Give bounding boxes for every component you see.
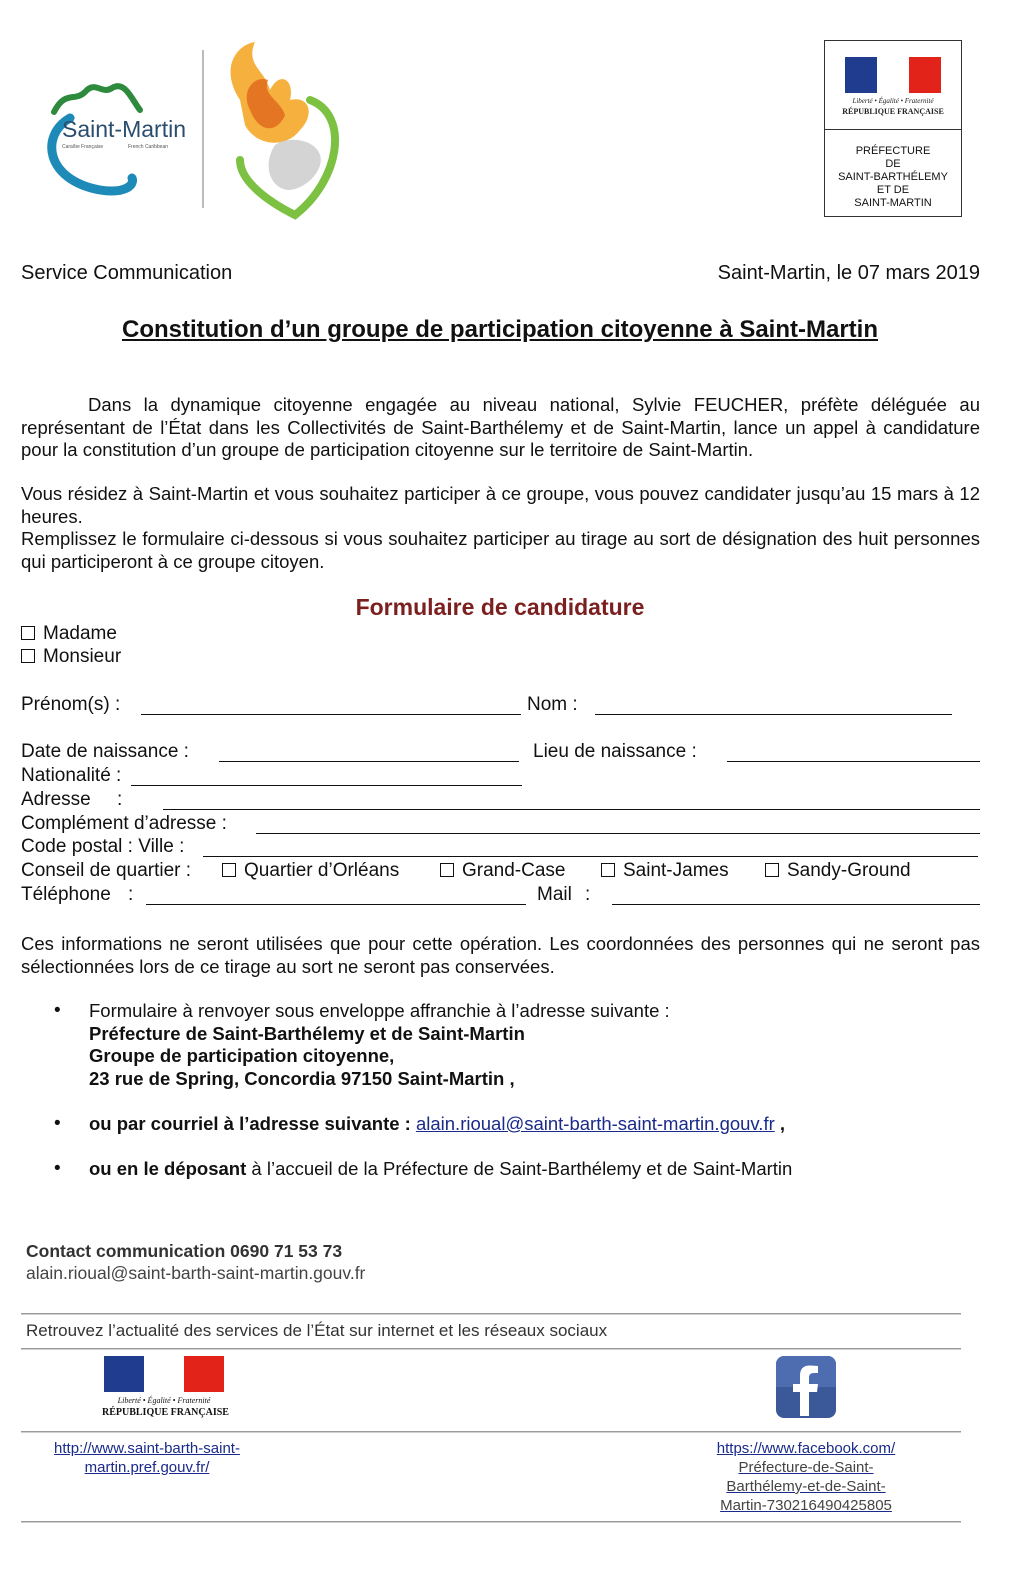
prefecture-motto: Liberté • Égalité • Fraternité [852,97,934,105]
postal-address: 23 rue de Spring, Concordia 97150 Saint-Martin , [89,1067,515,1089]
email-instructions-label: ou par courriel à l’adresse suivante : [89,1113,411,1134]
bullet-icon: • [54,1000,61,1021]
prefecture-republic: RÉPUBLIQUE FRANÇAISE [842,107,944,116]
quartier-orleans-label: Quartier d’Orléans [244,860,400,881]
prefecture-line: ET DE [876,184,910,196]
nationalite-field[interactable] [131,785,522,786]
conseil-label: Conseil de quartier : [21,860,192,881]
flag-red [184,1356,224,1392]
nationalite-label: Nationalité : [21,765,122,786]
postal-instructions [89,1000,670,1090]
postal-recipient: Préfecture de Saint-Barthélemy et de Saint-Martin [89,1022,525,1044]
contact-email: alain.rioual@saint-barth-saint-martin.gouv.fr [26,1263,366,1283]
facebook-page-link[interactable] [696,1439,916,1515]
contact-email-link[interactable]: alain.rioual@saint-barth-saint-martin.gouv.fr [415,1113,775,1134]
telephone-field[interactable] [146,904,526,905]
flag-white [144,1356,184,1392]
prefecture-logo [825,41,961,130]
complement-field[interactable] [256,833,980,834]
saint-martin-logo-sub-left: Caraïbe Française [62,144,104,150]
email-instructions-tail: , [779,1113,786,1134]
lieu-naissance-field[interactable] [727,761,980,762]
telephone-colon: : [128,884,134,905]
facebook-link-line: https://www.facebook.com/ [716,1440,896,1457]
code-postal-field[interactable] [203,856,978,857]
footer-banner: Retrouvez l’actualité des services de l’État sur internet et les réseaux sociaux [26,1321,608,1340]
page-title: Constitution d’un groupe de participation citoyenne à Saint-Martin [121,316,878,343]
prefecture-line: SAINT-MARTIN [854,197,932,209]
date-naissance-field[interactable] [219,761,519,762]
saint-martin-logo [40,40,350,220]
adresse-field[interactable] [163,809,980,810]
sandy-ground-option[interactable] [765,860,911,882]
prefecture-website-line: martin.pref.gouv.fr/ [84,1459,210,1476]
date-place: Saint-Martin, le 07 mars 2019 [717,262,980,284]
prefecture-website-link[interactable] [38,1439,256,1477]
facebook-glyph [776,1356,836,1418]
civility-monsieur-label: Monsieur [43,646,122,667]
mail-label: Mail [537,884,572,905]
facebook-icon[interactable] [776,1356,836,1418]
footer-divider [21,1431,961,1433]
sandy-ground-label: Sandy-Ground [787,860,911,881]
instructions-paragraph: Remplissez le formulaire ci-dessous si vous souhaitez participer au tirage au sort de désignation des huit personnes qui participeront à ce groupe citoyen. [21,528,980,572]
contact-title: Contact communication 0690 71 53 73 [26,1241,343,1261]
prefecture-line: SAINT-BARTHÉLEMY [838,171,948,183]
footer-logo-motto: Liberté • Égalité • Fraternité [117,1396,211,1405]
flag-blue [104,1356,144,1392]
prefecture-name [825,145,961,210]
saint-martin-logo-sub-right: French Caribbean [128,144,169,150]
lieu-naissance-label: Lieu de naissance : [533,741,697,762]
prefecture-website-line: http://www.saint-barth-saint- [54,1440,240,1457]
mail-colon: : [585,884,591,905]
checkbox-icon[interactable] [222,863,236,877]
footer-logo-republic: RÉPUBLIQUE FRANÇAISE [102,1407,229,1418]
bullet-icon: • [54,1113,61,1134]
bullet-icon: • [54,1158,61,1179]
saint-james-option[interactable] [601,860,729,882]
complement-label: Complément d’adresse : [21,813,227,834]
prenom-field[interactable] [141,714,521,715]
footer-divider [21,1348,961,1350]
republique-logo [102,1356,229,1420]
grand-case-label: Grand-Case [462,860,566,881]
checkbox-icon[interactable] [440,863,454,877]
prefecture-line: DE [885,158,901,170]
code-postal-label: Code postal : Ville : [21,836,185,857]
facebook-link-line: Barthélemy-et-de-Saint- [726,1478,886,1495]
form-title: Formulaire de candidature [355,594,645,620]
prenom-label: Prénom(s) : [21,694,121,715]
deposit-text: à l’accueil de la Préfecture de Saint-Barthélemy et de Saint-Martin [251,1158,793,1179]
grand-case-option[interactable] [440,860,566,882]
privacy-notice: Ces informations ne seront utilisées que pour cette opération. Les coordonnées des personnes qui ne seront pas sélectionnées lors de ce tirage au sort ne seront pas conservées. [21,933,980,977]
civility-monsieur[interactable] [21,646,121,668]
nom-field[interactable] [595,714,952,715]
deposit-label: ou en le déposant [89,1158,247,1179]
date-naissance-label: Date de naissance : [21,741,189,762]
facebook-link-line: Martin-730216490425805 [720,1497,892,1514]
postal-group: Groupe de participation citoyenne, [89,1045,395,1066]
checkbox-icon[interactable] [21,626,35,640]
checkbox-icon[interactable] [21,649,35,663]
saint-martin-logo-name: Saint-Martin [62,116,186,142]
eligibility-paragraph: Vous résidez à Saint-Martin et vous souhaitez participer à ce groupe, vous pouvez candidater jusqu’au 15 mars à 12 heures. [21,483,980,527]
prefecture-box [824,40,962,217]
postal-line: Formulaire à renvoyer sous enveloppe affranchie à l’adresse suivante : [89,1000,670,1021]
checkbox-icon[interactable] [765,863,779,877]
telephone-label: Téléphone [21,884,111,905]
checkbox-icon[interactable] [601,863,615,877]
civility-madame[interactable] [21,623,117,645]
french-flag-icon [845,57,941,93]
service-name: Service Communication [21,262,233,284]
prefecture-line: PRÉFECTURE [855,145,931,157]
footer-divider [21,1521,961,1523]
adresse-label: Adresse [21,789,91,810]
saint-james-label: Saint-James [623,860,729,881]
mail-field[interactable] [612,904,980,905]
civility-madame-label: Madame [43,623,117,644]
nom-label: Nom : [527,694,578,715]
deposit-instructions [89,1158,792,1181]
adresse-colon: : [117,789,123,810]
email-instructions [89,1113,785,1136]
facebook-link-line: Préfecture-de-Saint- [738,1459,874,1476]
footer-divider [21,1313,961,1315]
quartier-orleans-option[interactable] [222,860,399,882]
intro-paragraph: Dans la dynamique citoyenne engagée au niveau national, Sylvie FEUCHER, préfète déléguée au représentant de l’État dans les Collectivités de Saint-Barthélemy et de Saint-Martin, lance un appel à candidature pour la constitution d’un groupe de participation citoyenne sur le territoire de Saint-Martin. [21,394,980,460]
